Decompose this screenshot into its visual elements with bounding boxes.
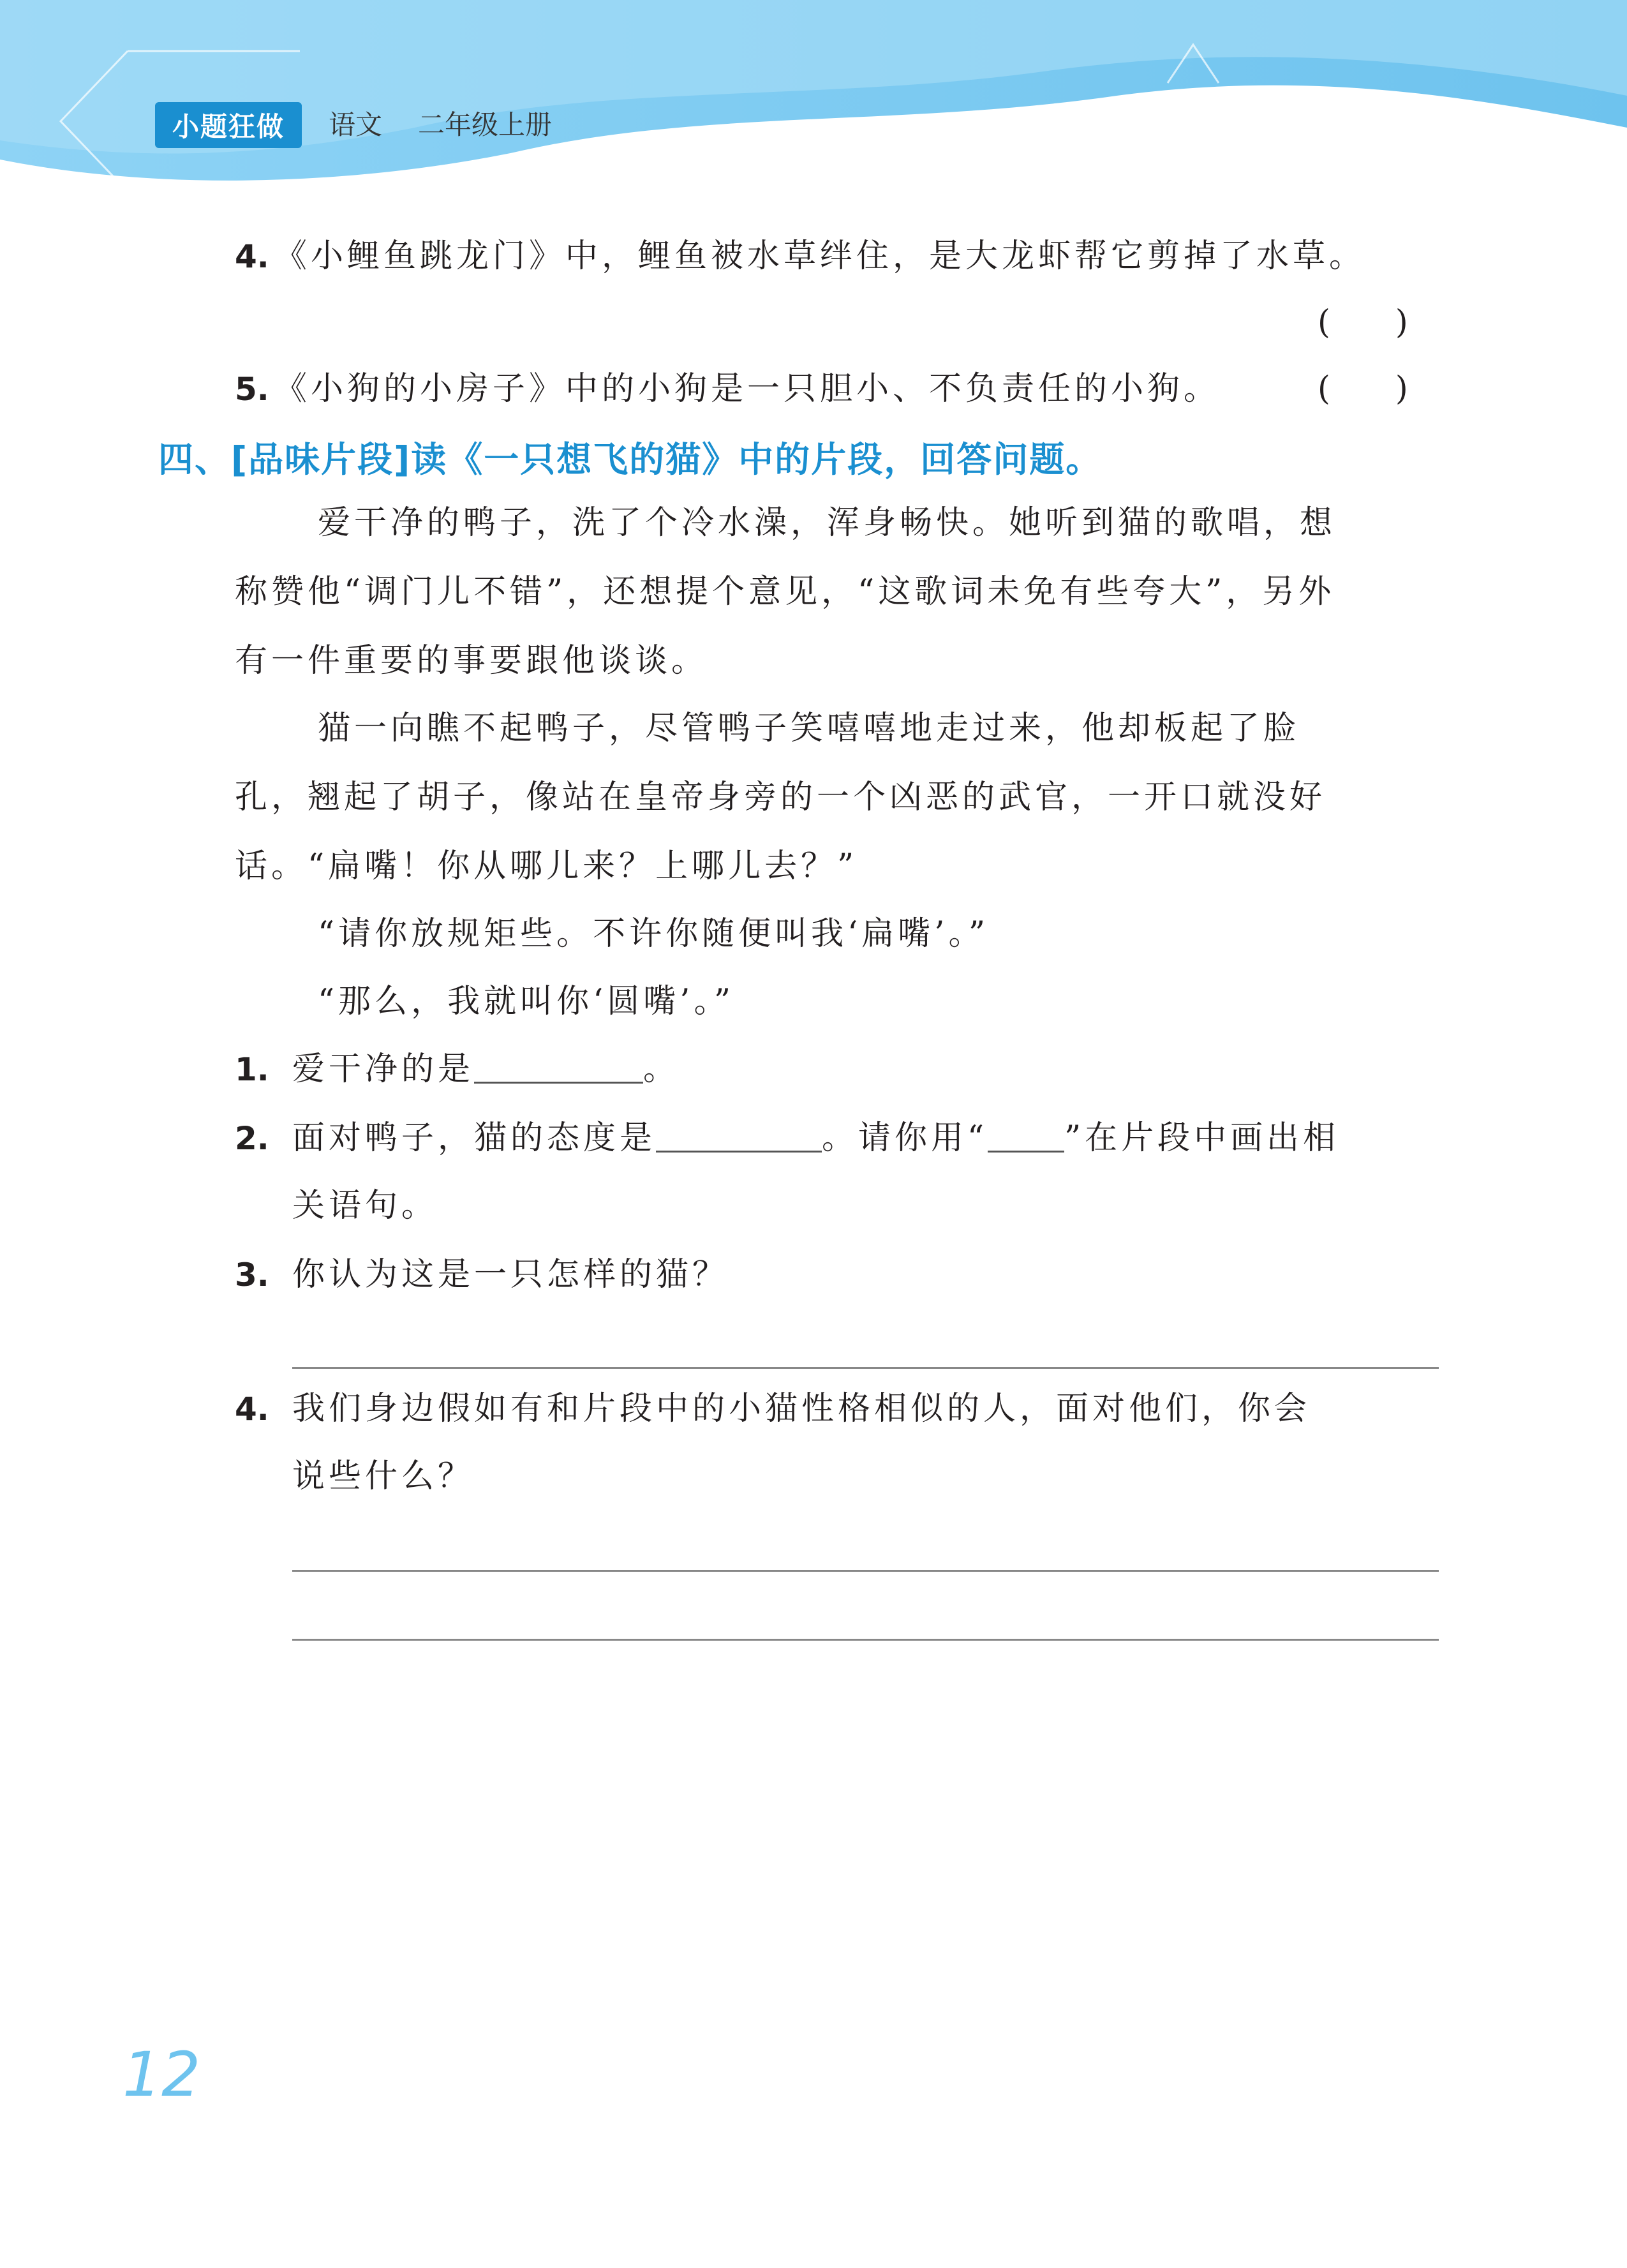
question-3-text: 你认为这是一只怎样的猫？: [292, 1256, 729, 1294]
judge-q4-number: 4.: [235, 238, 269, 275]
grade-label: 二年级上册: [418, 109, 553, 140]
question-1-blank[interactable]: [474, 1082, 643, 1084]
passage-p2-line3: 话。“扁嘴！你从哪儿来？上哪儿去？”: [235, 847, 858, 885]
question-4-answer-line-1[interactable]: [292, 1570, 1439, 1572]
question-3-answer-line[interactable]: [292, 1367, 1439, 1369]
question-2: [292, 1113, 1339, 1164]
judge-q5-text: 《小狗的小房子》中的小狗是一只胆小、不负责任的小狗。: [274, 370, 1221, 408]
question-4-line2: 说些什么？: [292, 1458, 475, 1495]
question-2-text-a: 面对鸭子，猫的态度是: [292, 1119, 657, 1157]
question-1-end: 。: [643, 1050, 680, 1088]
question-4-number: 4.: [235, 1391, 269, 1428]
question-2-text-c: ”在片段中画出相: [1064, 1119, 1340, 1157]
question-1-number: 1.: [235, 1051, 269, 1088]
question-3-number: 3.: [235, 1257, 269, 1294]
section-four-title: 四、[品味片段]读《一只想飞的猫》中的片段，回答问题。: [158, 439, 1103, 480]
question-2-blank[interactable]: [656, 1151, 822, 1153]
passage-p1-line3: 有一件重要的事要跟他谈谈。: [235, 642, 708, 680]
question-4-answer-line-2[interactable]: [292, 1639, 1439, 1641]
passage-p2-line1: 猫一向瞧不起鸭子，尽管鸭子笑嘻嘻地走过来，他却板起了脸: [318, 710, 1300, 747]
passage-p2-line2: 孔，翘起了胡子，像站在皇帝身旁的一个凶恶的武官，一开口就没好: [235, 779, 1326, 816]
question-2-number: 2.: [235, 1120, 269, 1157]
question-1: [292, 1044, 680, 1095]
question-2-line2: 关语句。: [292, 1187, 438, 1225]
judge-q5-answer-parens[interactable]: ( ): [1318, 370, 1408, 408]
judge-q4-answer-parens[interactable]: ( ): [1318, 304, 1408, 341]
judge-q5-number: 5.: [235, 371, 269, 408]
question-2-underline-sample: [988, 1151, 1064, 1153]
page-number: 12: [123, 2039, 201, 2110]
series-badge: 小题狂做: [155, 102, 302, 148]
subject-label: 语文: [329, 109, 383, 140]
question-4-text: 我们身边假如有和片段中的小猫性格相似的人，面对他们，你会: [292, 1390, 1311, 1428]
judge-q4-text: 《小鲤鱼跳龙门》中，鲤鱼被水草绊住，是大龙虾帮它剪掉了水草。: [274, 237, 1366, 275]
passage-p4: “那么，我就叫你‘圆嘴’。”: [318, 983, 735, 1020]
question-2-text-b: 。请你用“: [822, 1119, 988, 1157]
passage-p3: “请你放规矩些。不许你随便叫我‘扁嘴’。”: [318, 915, 990, 953]
question-1-text: 爱干净的是: [292, 1050, 475, 1088]
passage-p1-line1: 爱干净的鸭子，洗了个冷水澡，浑身畅快。她听到猫的歌唱，想: [318, 504, 1337, 542]
passage-p1-line2: 称赞他“调门儿不错”，还想提个意见，“这歌词未免有些夸大”，另外: [235, 573, 1335, 611]
